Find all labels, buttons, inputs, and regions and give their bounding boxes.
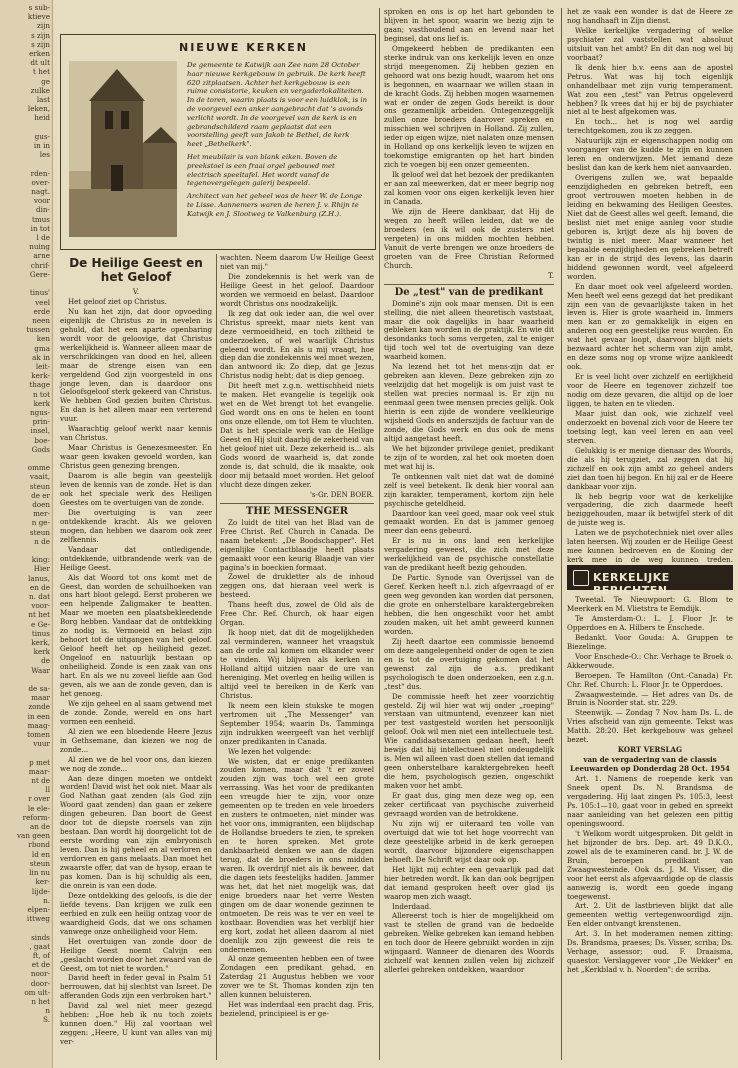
paragraph: Natuurlijk zijn er eigenschappen nodig om voorganger van de kudde te zijn en kunnen leren en onderwijzen. Met iemand deze beslist dan kan de kerk hem niet aanvaarden. — [567, 136, 733, 173]
paragraph: Zij heeft daartoe een commissie benoemd om deze aangelegenheid onder de ogen te zien en is tot de overtuiging gekomen dat het gewenst zal zijn de a.s. predikant psychologisch te doen onderzoeken, een z.g.n. „test" dus. — [384, 636, 554, 691]
paragraph: Ik neem een klein stukske te mogen vertromen uit „The Messenger" van September 1954; waarin Ds. Tamminga zijn indrukken weergeeft van het verblijf onzer predikanten in Canada. — [220, 700, 374, 746]
column-4-top — [567, 7, 733, 565]
article-numeral: V. — [132, 287, 140, 296]
paragraph: We lezen het volgende: — [228, 746, 312, 756]
paragraph: Maar juist dan ook, wie zichzelf veel onderzoekt en bovenal zich voor de Heere ter toetsing legt, kan veel leren en aan veel sterven. — [567, 408, 733, 445]
column-2 — [220, 254, 374, 1062]
church-illustration — [69, 61, 177, 237]
column-4-bottom — [567, 596, 733, 1062]
paragraph: Ik denk hier b.v. eens aan de apostel Petrus. Wat was hij toch eigenlijk onhandelbaar met zijn vurig temperament. Wat zou een „test" van Petrus opgeleverd hebben? Ik vrees dat hij er bij de psychiater niet al te best afgekomen was. — [567, 62, 733, 117]
paragraph: Overigens zullen we, wat bepaalde eenzijdigheden en gebreken betreft, een groot vertrouwen moeten hebben in de leiding en bekwaming des Heiligen Geestes. Niet dat de Geest alles wel geeft. Iemand, die beslist niet met enige aanleg voor studie geboren is, krijgt deze als hij boven de twintig is niet meer. Maar wanneer het bepaalde eenzijdigheden en gebreken betreft kan er in de strijd des levens, las daarin biddend gewonnen wordt, veel afgeleerd worden. — [567, 173, 733, 281]
paragraph: Deze ontdekking des geloofs, is die der liefde tevens. Dan krijgen we zulk een eerbied en zulk een heilig ontzag voor de waardigheid Gods, dat we ons schamen vanwege onze onheiligheid voor Hem. — [60, 890, 212, 936]
paragraph: Ik geloof wel dat het bezoek der predikanten er aan zal meewerken, dat er meer begrip nog zal komen voor ons eigen kerkelijk leven hier in Canada. — [384, 170, 554, 207]
paragraph: Zwaagwesteinde. — Het adres van Ds. de Bruin is Noorder stat. str. 229. — [567, 689, 733, 708]
paragraph: Dit heeft met z.g.n. wettischheid niets te maken. Het evangelie is tegelijk ook wet en de Wet brengt tot het evangelie. God wordt ons en ons te helen en toont ons onze ellende, om tot Hem te vluchten. Dat is het speciale werk van de Heilige Geest en Hij sluit daarbij de zekerheid van het geloof niet uit. Deze zekerheid is... als Gods woord de waarheid is, dat zonde zonde is, dat schuld, die ik maakte, ook door mij betaald moet worden. Het geloof vlucht deze dingen zeker. — [220, 381, 374, 489]
column-rule — [216, 254, 217, 1060]
paragraph: Er is veel licht over zichzelf en eerlijkheid voor de Heere en tegenover zichzelf toe nodig om deze gevaren, die altijd op de loer liggen, te haten en te vlieden. — [567, 372, 733, 408]
paragraph: Het was inderdaal een pracht dag. Fris, bezielend, principieel is er ge- — [220, 1000, 374, 1019]
paragraph: Die overtuiging is van zeer ontdekkende kracht. Als we geloven mogen, dan hebben we daarom ook zeer zelfkennis. — [60, 507, 212, 544]
paragraph: wachten. Neem daarom Uw Heilige Geest niet van mij." — [220, 253, 374, 271]
paragraph: David zal wel niet meer gezegd hebben: „Hoe heb ik nu toch zoiets kunnen doen." Hij zal voortaan wel zeggen: „Heere, U kunt van alles van mij ver- — [60, 1001, 212, 1047]
paragraph: Ik hoop niet, dat dit de mogelijkheden zal verminderen, wanneer het vraagstuk aan de orde zal komen om elkander weer te vinden. Wij blijven als kerken in Holland altijd uitzien naar de ure van hereniging. Met overleg en heilig willen is altijd veel te bereiken in de Kerk van Christus. — [220, 628, 374, 700]
paragraph: Het lijkt mij echter een gevaarlijk pad dat hier betreden wordt. Ik kan dan ook begrijpen dat iemand gesproken heeft over glad ijs waarop men zich waagt. — [384, 864, 554, 901]
paragraph: Laten we de psychotechniek niet over alles laten heersen. Wij zouden er de Heilige Geest mee kunnen bedroeven en de Koning der kerk mee in de weg kunnen treden. — [567, 528, 733, 565]
article-heading-test: De „test" van de predikant — [384, 284, 554, 298]
paragraph: Steenwijk. — Zondag 7 Nov. ham Ds. L. de Vries afscheid van zijn gemeente. Tekst was Matth. 28:20. Het kerkgebouw was geheel bezet. — [567, 708, 733, 745]
box-title: NIEUWE KERKEN — [179, 41, 308, 54]
paragraph: Dominé's zijn ook maar mensen. Dit is een stelling, die niet alleen theoretisch vaststaat, maar die ook dagelijks in haar waarheid gebleken kan worden in de praktijk. En wie dit desondanks toch soms vergeten, zal te eniger tijd toch wel tot de overtuiging van deze waarheid komen. — [384, 298, 554, 362]
article-heading-messenger: THE MESSENGER — [220, 503, 374, 517]
paragraph: Ik heb begrip voor wat de kerkelijke vergadering, die zich daarmede heeft beziggehouden, maar ik betwijfel sterk of dit de juiste weg is. — [567, 491, 733, 528]
paragraph: We zijn geheel en al saam getwend met de zonde. Zonde, wereld en ons hart vormen een eenheid. — [60, 698, 212, 726]
paragraph: David heeft in feder geval in Psalm 51 berrouwen, dat hij slechtst van Isreet. De afferanden Gods zijn een verbroken hart." — [60, 973, 212, 1001]
kort-verslag-subheading: van de vergadering van de classis Leeuwarden op Donderdag 28 Oct. 1954 — [570, 755, 730, 774]
article-heading-heilige-geest: De Heilige Geest en het Geloof — [69, 256, 203, 284]
paragraph: Als dat Woord tot ons komt met de Geest, dan worden de schuilhoeken van ons hart bloot gelegd. Eerst proberen we een helpende Zaligmaker te beatten. Maar we moeten een plaatsbekleedende Borg hebben. Vandaar dat de ontdekking zo nodig is. Vermoeid en belast zijn behoort tot de uitgangen van het geloof. Geloof heeft het op heiligheid gezet. Ongeloof en natuurlijk bestaan op onheiligheid. Zonde is een zaak van ons hart. En als we nu zoveel liefde aan God geven, als we aan de zonde geven, dan is het genoeg. — [60, 572, 212, 698]
paragraph: Die zondekennis is het werk van de Heilige Geest in het geloof. Daardoor worden we vermoeid en belast. Daardoor wordt Christus ons noodzakelijk. — [220, 271, 374, 308]
caption-para: Het meubilair is van blank eiken. Boven de preekstoel is een fraai orgel gebouwd met electrisch speeltafel. Het wordt vanaf de tegenovergelegen galerij bespeeld. — [187, 152, 338, 188]
paragraph: Thans heeft dus, zowel de Old als de Free Chr. Ref. Church, ok haar eigen Organ. — [220, 600, 374, 628]
nieuwe-kerken-box — [60, 34, 376, 250]
paragraph: Het geloof ziet op Christus. — [68, 296, 167, 306]
paragraph: Allereerst toch is hier de mogelijkheid om vast te stellen de grand van de bedoelde gebreken. Welke gebreken kan iemand hebben en toch door de Heere gebruikt worden in zijn wijngaard. Wanneer de dienaren des Woords zichzelf wat kennen zullen velen bij zichzelf allerlei gebreken ontdekken, waardoor — [384, 911, 554, 975]
column-rule — [561, 8, 562, 1060]
signature: T. — [548, 270, 554, 280]
paragraph: 't Welkom wordt uitgesproken. Dit geldt in het bijzonder de brs. Dep. art. 49 D.K.O., zowel als de te examineren cand. br. J. W. de Bruin, beroepen predikant van Zwaagwesteinde. Ook ds. J. M. Visser, die voor het eerst als afgevaardigde op de classis aanwezig is, wordt een goede ingang toegewenst. — [567, 828, 733, 901]
book-icon — [573, 570, 589, 586]
paragraph: Art. 2. Uit de lastbrieven blijkt dat alle gemeenten wettig vertegenwoordigd zijn. Een elder ontvangt krenstenen. — [567, 901, 733, 929]
paragraph: Inderdaad. — [392, 901, 432, 911]
paragraph: Voor Enschede-O.: Chr. Verhage te Broek o. Akkerwoude. — [567, 651, 733, 670]
signature: 's-Gr. DEN BOER. — [309, 489, 374, 499]
paragraph: Al zien we een bloedende Heere Jezus in Gethsemane, dan kiezen we nog de zonde... — [60, 726, 212, 754]
paragraph: We het bijzonder privilege geniet, predikant te zijn of te worden, zal het ook moeten doen met wat hij is. — [384, 443, 554, 471]
paragraph: sproken en ons is op het hart gebonden te blijven in het spoor, waarin we bezig zijn te gaan; vasthoudend aan en levend naar het beginsel, dat ons lief is. — [384, 7, 554, 43]
caption-para: Architect van het geheel was de heer W. de Longe te Lisse. Aannemers waren de heren J. v. Rhijn te Katwijk en J. Slootweg te Valkenburg (Z.H.). — [187, 192, 363, 218]
caption-para: De gemeente te Katwijk aan Zee nam 28 October haar nieuwe kerkgebouw in gebruik. De kerk heeft 620 zitplaatsen. Achter het kerkgebouw is een ruime consistorie, keuken en vergaderlokaliteiten. In de toren, waarin plaats is voor een luidklok, is in de voorgevel een anker aangebracht dat 's avonds verlicht wordt. In de voorgevel van de kerk is en gebrandschilderd raam geplaatst dat een voorstelling geeft van Jakob te Bethel, de kerk heet „Bethelkerk". — [187, 61, 368, 149]
paragraph: het ze vaak een wonder is dat de Heere ze nog handhaaft in Zijn dienst. — [567, 7, 733, 25]
paragraph: Waarachtig geloof werkt naar kennis van Christus. — [60, 424, 212, 443]
kort-verslag-heading: KORT VERSLAG — [617, 745, 683, 755]
paragraph: We zijn de Heere dankbaar, dat Hij de wegen zo heeft willen leiden, dat we de broeders (en ik wil ook de zusters niet vergeten) in ons midden mochten hebben. Vanuit de verte brengen we onze broeders de groeten van de Free Christian Reformed Church. — [384, 206, 554, 270]
paragraph: Daardoor kan veel goed, maar ook veel stuk gemaakt worden. En dat is jammer genoeg meer dan eens gebeurd. — [384, 508, 554, 536]
paragraph: Daarom is alle begin van geestelijk leven de kennis van de zonde. Het is dan ook het speciale werk des Heiligen Geestes om te overtuigen van de zonde. — [60, 471, 212, 507]
paragraph: Al zien we de hel voor ons, dan kiezen we nog de zonde... — [60, 754, 212, 773]
paragraph: Tweetal. Te Nieuwpoort: G. Blom te Meerkerk en M. Vlietstra te Eemdijk. — [567, 595, 733, 613]
paragraph: Aan deze dingen moeten we ontdekt worden! David wist het ook niet. Maar als God Nathan gaat zenden (als God zijn Woord gaat zenden) dan gaan er zekere dingen gebeuren. Dan boort de Geest door tot de diepste roersels van zijn bestaan. Dan wordt hij doorgelicht tot de eerste wording van zijn embryonisch leven. Dan is hij geheel en al verloren en verdorven en gans melaats. Dan moet het zwaarste offer, dat van de hysop, eraan te pas komen. Dan is hij schuldig als een, die onrein is van een dode. — [60, 773, 212, 890]
paragraph: Maar Christus is Genezesmeester. En waar geen kwaken gevoeld worden, kan Christus geen genezing brengen. — [60, 443, 212, 471]
paragraph: Te Amsterdam-O.: L. J. Floor Jr. te Opperdoes en A. Hilbers te Enschede. — [567, 613, 733, 632]
paragraph: Al onze gemeenten hebben een of twee Zondagen een predikant gehad, en Zaterdag 21 Augustus hebben we voor zover we te St. Thomas konden zijn ten allen kunnen beluisteren. — [220, 954, 374, 1000]
column-rule — [379, 8, 380, 1060]
previous-page-edge — [0, 0, 53, 1068]
column-1 — [60, 254, 212, 1062]
paragraph: Ik zeg dat ook ieder aan, die wel over Christus spreekt, maar niets kent van deze vermoeidheid, en toch ziltheid te onderzoeken, of wel waarlijk Christus geleend wordt. En als u mij vraagt, hoe diep dan die zondekennis wel moet wezen, dan antwoord ik: Zo diep, dat ge Jezus Christus nodig hebt; dat is diep genoeg. — [220, 308, 374, 381]
gutter-text: s sub- ktieve zijn s zijn s zijn erken dt ult t het ge zulke last leken, heid gus- in in les rden- over- nagt. voor din- tmus in tot l de nuing arne chrif- Gere- tinus' veel erde neen tussen ken gma ak in leit- kerk- thage n tot kerk ngus- prin- insel, boe- Gods omme vaait, steun de er doen mer- n ge- steun n de king: Hier lanus, en de n. dat voor- nt het e Ge- tinus kerk, kerk de Waar de sa- maar zonde in een maag- tomen vuur p met maar- nt de ll r over le ele- reform- an de van geen rbond ld en steun lin nu ker- lijde- n. elpen- ittweg sinds , gaat ft, of et de noor- door- om ult- n het n S. — [17, 3, 50, 1025]
paragraph: Art. 1. Namens de roepende kerk van Sneek opent Ds. N. Brandsma de vergadering. Hij laat zingen Ps. 105:3, leest Ps. 105:1—10, gaat voor in gebed en spreekt naar aanleiding van het gelezen een pittig openingswoord. — [567, 774, 733, 828]
paragraph: Nu zijn wij er uiteraard ten volle van overtuigd dat wie tot het hoge voorrecht van deze geestelijke arbeid in de kerk geroepen wordt, daarvoor bijzondere eigenschappen behoeft. De Schrift wijst daar ook op. — [384, 818, 554, 864]
paragraph: Bedankt. Voor Gouda: A. Gruppen te Biezelinge. — [567, 632, 733, 651]
paragraph: Zo luidt de titel van het Blad van de Free Christ. Ref. Church in Canada. De naam betekent: „De Boodschapper". Het eigenlijke Contactblaadje heeft plaats gemaakt voor een keurig Blaadje van vier pagina's in boeckien formaat. — [220, 517, 374, 572]
paragraph: Er gaat dus, ging men deze weg op, een zeker certificaat van psychische zuiverheid gevraagd worden van de betrokkene. — [384, 791, 554, 818]
paragraph: Er is nu in ons land een kerkelijke vergadering geweest, die zich met deze werkelijkheid van de psychische constellatie van de predikant heeft bezig gehouden. — [384, 536, 554, 573]
paragraph: Vandaar dat ontledigende, ontdekkende, uitbrandende werk van de Heilige Geest. — [60, 544, 212, 572]
paragraph: Na lezend het tot het mens-zijn dat er gebreken aan kleven. Deze gebreken zijn zo veelzijdig dat het mogelijk is om juist vast te stellen wat precies normaal is. Er zijn nu eenmaal geen twee mensen precies gelijk. Ook hierin is een zijde de wondere veelkleurige wijsheid Gods en anderszijds de factuur van de zonde, die Gods werk en dus ook de mens altijd aangetast heeft. — [384, 362, 554, 443]
paragraph: En daar moet ook veel afgeleerd worden. Men heeft wel eens gezegd dat het predikant zijn een van de gevaarlijkste taken in het leven is. Hier is grote waarheid in. Immers men kan er zo gemakkelijk in eigen en anderen oog een geestelijke reus worden. En wat het gevaar loopt, daarvoor blijft niets bezwaard achter het scherm van zijn ambt, en deze soms nog op vrome wijze aankleedt ook. — [567, 281, 733, 372]
paragraph: De Partic. Synode van Overijssel van de Geref. Kerken heeft n.l. zich afgevraagd of er geen weg gevonden kan worden dat personen, die grote en onherstelbare karaktergebreken hebben, die hen ongeschikt voor het ambt zouden maken, uit het ambt geweerd kunnen worden. — [384, 573, 554, 636]
paragraph: Welke kerkelijke vergadering of welke psychiater zal vaststellen wat absoluut uitsluit van het ambt? En dit dan nog wel bij voorbaat? — [567, 25, 733, 62]
paragraph: We wisten, dat er enige predikanten zouden komen, maar dat 't er zoveel zouden zijn was toch wel een grote verrassing. Was het voor de predikanten een vreugde hier te zijn, voor onze gemeenten op te treden en vele broeders en zusters te ontmoeten, niet minder was het voor ons, immigranten, een blijdschap de Hollandse broeders te zien, te spreken en te horen spreken. Met grote dankbaarheid denken we aan de dagen terug, dat de broeders in ons midden waren. Ik overdrijf niet als ik beweer, dat die dagen iets feestelijks hadden. Jammer was het, dat het niet mogelijk was, dat enige broeders naar het verre Westen gingen om de daar wonende gezinnen te ontmoeten. De reis was te ver en veel te kostbaar. Bovendien was het verblijf hier erg kort, zodat het alleen daarom al niet doenlijk zou zijn geweest die reis te ondernemen. — [220, 756, 374, 954]
paragraph: Het overtuigen van zonde door de Heilige Geest noemt Calvijn een „geslacht worden door het zwaard van de Geest, om tot niet te worden." — [60, 936, 212, 973]
banner-label: KERKELIJKE BERICHTEN — [593, 571, 670, 597]
column-3 — [384, 8, 554, 1062]
paragraph: Te ontkennen valt niet dat wat de dominé zelf is veel betekent. Ik denk hier vooral aan zijn karakter, temperament, kortom zijn hele psychische geteldheid. — [384, 471, 554, 508]
paragraph: En toch... het is nog wel aardig terechtgekomen, zou ik zo zeggen. — [567, 117, 733, 136]
paragraph: Omgekeerd hebben de predikanten een sterke indruk van ons kerkelijk leven en onze strijd meegenomen. Zij hebben gezien en gehoord wat ons bezig houdt, waarom het ons is begonnen, en waarnaar we willen staan in de kracht Gods. Zij hebben mogen waarnemen wat er onder de zegen Gods bereikt is door ons gezamenlijk arbeiden. Ontegenzeggelijk zullen onze broeders daarover spreken en misschien wel schrijven in Holland. Zij zullen, ieder op eigen wijze, niet nalaten onze mensen in Holland op ons kerkelijk leven te wijzen en toekomstige emigranten op het hart binden zich te voegen bij een onzer gemeenten. — [384, 43, 554, 170]
paragraph: Zowel de drukletter als de inhoud zeggen ons, dat hieraan veel werk is besteed. — [220, 572, 374, 600]
paragraph: De commissie heeft het zeer voorzichtig gesteld. Zij wil hier wat wij onder „roeping" verstaan van uitmuntend, evenzeer kan niet per test vastgesteld worden het persoonlijk geloof. Ook wil men niet een intellectuele test. Wie candidaatsexamen gedaan heeft, heeft bewijs dat hij intellectueel niet ondeugdelijk is. Men wil alleen vast doen stellen dat iemand geen onherstelbare karaktergebreken heeft die hem, psychologisch gezien, ongeschikt maken voor het ambt. — [384, 691, 554, 791]
paragraph: Beroepen. Te Hamilton (Ont.-Canada) Fr. Chr. Ref. Church: L. Floor Jr. te Opperdoes. — [567, 670, 733, 689]
paragraph: Art. 3. In het moderamen nemen zitting: Ds. Brandsma, praeses; Ds. Visser, scriba; Ds. Verhage, assessor; oud. F. Draaisma, quaestor. Verslaggever voor „De Wekker" en het „Kerkblad v. h. Noorden": de scriba. — [567, 929, 733, 975]
paragraph: Nu kan het zijn, dat door opvoeding eigenlijk de Christus zo in nevelen is gehuld, dat het een aparte openbaring wordt voor de geloovige, dat Christus werkelijkheid is. Wanneer alleen maar de verschrikkingen van dood en hel, alleen maar de strenge eisen van een vergeldend God zijn voorgesteld in ons jonge leven, dan is daardoor ons Geloofsgeloof sterk gekeerd van Christus. We hebben God gezien buiten Christus. En dan is het alleen maar een verterend vuur. — [60, 306, 212, 424]
paragraph: Gelukkig is er menige dienaar des Woords, die als hij terugziet, zal zeggen dat hij zichzelf en ook zijn ambt zo geheel anders ziet dan toen hij begon. En hij zal er de Heere dankbaar voor zijn. — [567, 445, 733, 491]
kerkelijke-berichten-banner — [567, 565, 733, 597]
box-caption — [187, 61, 367, 223]
church-photo — [69, 61, 177, 237]
